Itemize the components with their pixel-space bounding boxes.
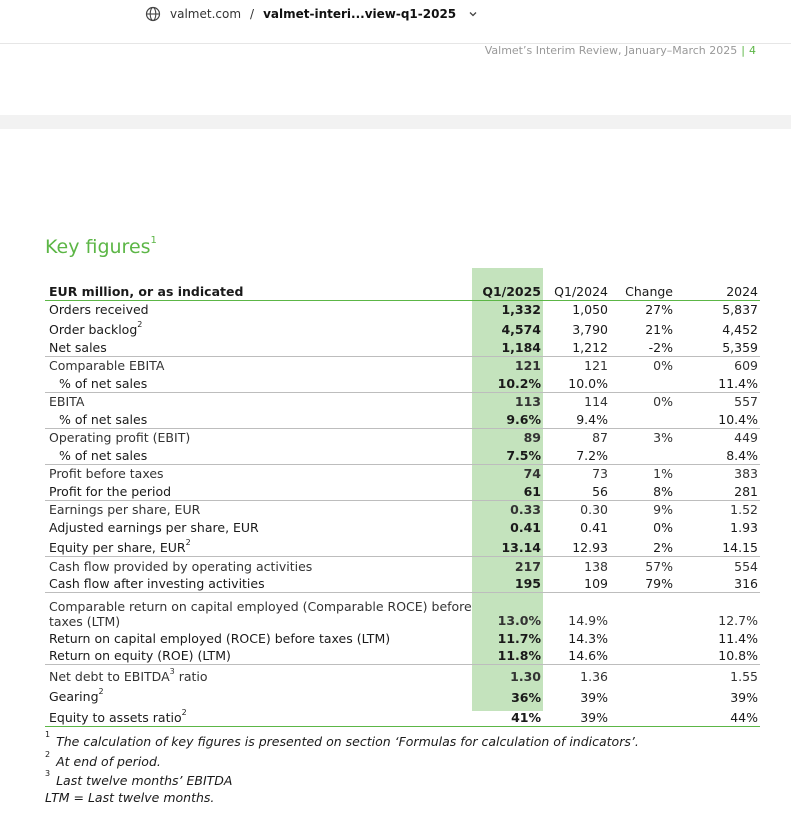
table-row bbox=[45, 518, 760, 536]
cell-q1-2025: 13.0% bbox=[472, 593, 543, 629]
row-label-text: % of net sales bbox=[59, 411, 148, 427]
row-label bbox=[45, 685, 472, 705]
table-row bbox=[45, 665, 760, 686]
cell-change: 2% bbox=[653, 540, 673, 556]
table-row bbox=[45, 446, 760, 464]
cell-change bbox=[612, 647, 686, 665]
row-label bbox=[45, 428, 472, 446]
footnote-mark: 3 bbox=[45, 769, 51, 779]
cell-q1-2024: 1,212 bbox=[572, 339, 608, 355]
cell-change bbox=[612, 685, 686, 705]
footnote-text: LTM = Last twelve months. bbox=[45, 789, 215, 805]
cell-q1-2024: 14.6% bbox=[568, 648, 608, 664]
cell-q1-2024: 1,050 bbox=[572, 302, 608, 317]
cell-2024: 8.4% bbox=[726, 447, 758, 463]
row-label bbox=[45, 518, 472, 536]
cell-q1-2024: 121 bbox=[543, 356, 612, 374]
table-row bbox=[45, 356, 760, 374]
cell-q1-2024: 7.2% bbox=[576, 447, 608, 463]
row-label-text: Cash flow provided by operating activities bbox=[49, 558, 313, 574]
table-row bbox=[45, 557, 760, 575]
cell-change: 9% bbox=[612, 500, 686, 518]
cell-change bbox=[612, 629, 686, 647]
chevron-down-icon[interactable] bbox=[468, 9, 478, 19]
column-header-q1-2024: Q1/2024 bbox=[543, 282, 612, 300]
cell-change: 57% bbox=[612, 557, 686, 575]
cell-2024: 12.7% bbox=[686, 593, 760, 629]
row-label bbox=[45, 706, 472, 727]
cell-2024: 5,837 bbox=[722, 302, 758, 317]
table-row bbox=[45, 482, 760, 500]
cell-q1-2024: 39% bbox=[580, 689, 608, 705]
cell-q1-2025: 121 bbox=[472, 356, 543, 374]
table-row bbox=[45, 338, 760, 356]
table-row bbox=[45, 428, 760, 446]
cell-2024: 383 bbox=[686, 464, 760, 482]
table-row bbox=[45, 464, 760, 482]
cell-2024: 5,359 bbox=[722, 339, 758, 355]
footnote-line bbox=[45, 770, 639, 790]
row-label bbox=[45, 536, 472, 557]
cell-2024: 316 bbox=[734, 576, 758, 592]
cell-q1-2024: 9.4% bbox=[576, 411, 608, 427]
browser-topbar bbox=[0, 0, 791, 44]
cell-q1-2025: 1,332 bbox=[501, 302, 541, 317]
table-row bbox=[45, 318, 760, 338]
cell-q1-2025: 11.7% bbox=[497, 630, 541, 646]
row-label-text: % of net sales bbox=[59, 375, 148, 391]
row-label-text: Gearing bbox=[49, 689, 99, 705]
cell-q1-2025: 13.14 bbox=[501, 540, 541, 556]
column-header-2024: 2024 bbox=[686, 282, 760, 300]
cell-2024: 609 bbox=[686, 356, 760, 374]
cell-2024: 11.4% bbox=[718, 375, 758, 391]
footnote-line bbox=[45, 731, 639, 751]
cell-change: 79% bbox=[645, 576, 673, 592]
row-label-text: Cash flow after investing activities bbox=[49, 576, 265, 592]
row-label bbox=[45, 500, 472, 518]
footnote-line bbox=[45, 790, 639, 807]
cell-change bbox=[612, 410, 686, 428]
row-label bbox=[45, 629, 472, 647]
table-row bbox=[45, 629, 760, 647]
row-label-text: Earnings per share, EUR bbox=[49, 502, 201, 518]
table-row bbox=[45, 536, 760, 557]
row-label-text: Orders received bbox=[49, 302, 149, 317]
table-row bbox=[45, 685, 760, 705]
row-label bbox=[45, 464, 472, 482]
cell-q1-2025: 9.6% bbox=[506, 411, 541, 427]
cell-q1-2025: 195 bbox=[514, 576, 541, 592]
cell-q1-2025: 10.2% bbox=[497, 375, 541, 391]
cell-2024: 39% bbox=[730, 689, 758, 705]
breadcrumb-document-name[interactable]: valmet-interi...view-q1-2025 bbox=[263, 7, 457, 21]
row-label bbox=[45, 575, 472, 593]
footnote-mark: 1 bbox=[45, 730, 51, 739]
cell-q1-2025: 4,574 bbox=[501, 322, 541, 338]
cell-change: -2% bbox=[648, 339, 673, 355]
cell-q1-2025: 74 bbox=[472, 464, 543, 482]
cell-q1-2025: 89 bbox=[472, 428, 543, 446]
row-label bbox=[45, 557, 472, 575]
row-label bbox=[45, 410, 472, 428]
cell-change bbox=[612, 706, 686, 727]
column-header-change: Change bbox=[612, 282, 686, 300]
section-title-text: Key figures bbox=[45, 236, 151, 258]
cell-change: 0% bbox=[653, 520, 673, 536]
cell-2024: 14.15 bbox=[722, 540, 758, 556]
footnote-text: Last twelve months’ EBITDA bbox=[56, 773, 233, 789]
cell-q1-2025: 11.8% bbox=[497, 648, 541, 664]
cell-q1-2025: 41% bbox=[472, 706, 543, 727]
cell-q1-2024: 12.93 bbox=[572, 540, 608, 556]
cell-q1-2025: 36% bbox=[511, 689, 541, 705]
breadcrumb bbox=[145, 5, 478, 23]
cell-q1-2024: 56 bbox=[592, 483, 608, 499]
cell-q1-2025: 217 bbox=[472, 557, 543, 575]
cell-2024: 554 bbox=[686, 557, 760, 575]
table-row bbox=[45, 300, 760, 318]
cell-change: 21% bbox=[645, 322, 673, 338]
page-header-note bbox=[485, 44, 756, 57]
globe-icon bbox=[145, 6, 161, 22]
cell-2024: 4,452 bbox=[722, 322, 758, 338]
page-header-separator: | bbox=[741, 44, 745, 57]
cell-q1-2024: 0.41 bbox=[580, 520, 608, 536]
cell-q1-2024: 73 bbox=[543, 464, 612, 482]
column-header-q1-2025: Q1/2025 bbox=[472, 282, 543, 300]
table-row bbox=[45, 593, 760, 629]
row-label-text: Return on capital employed (ROCE) before taxes (LTM) bbox=[49, 630, 391, 646]
row-label-text: Profit before taxes bbox=[49, 466, 164, 482]
cell-q1-2025: 61 bbox=[523, 483, 541, 499]
footnote-text: At end of period. bbox=[56, 753, 161, 769]
cell-change bbox=[612, 665, 686, 686]
row-label bbox=[45, 446, 472, 464]
cell-q1-2025: 0.41 bbox=[510, 520, 541, 536]
footnote-ref: 2 bbox=[98, 687, 104, 697]
section-title bbox=[45, 236, 157, 258]
row-label bbox=[45, 482, 472, 500]
cell-q1-2024: 0.30 bbox=[543, 500, 612, 518]
cell-change bbox=[612, 593, 686, 629]
cell-2024: 11.4% bbox=[718, 630, 758, 646]
cell-2024: 449 bbox=[686, 428, 760, 446]
cell-q1-2025: 0.33 bbox=[472, 500, 543, 518]
breadcrumb-separator: / bbox=[250, 7, 255, 21]
table-header-row bbox=[45, 282, 760, 300]
cell-q1-2024: 138 bbox=[543, 557, 612, 575]
footnote-mark: 2 bbox=[45, 749, 51, 759]
row-label-text: Net sales bbox=[49, 339, 107, 355]
cell-2024: 281 bbox=[734, 483, 758, 499]
page-number: 4 bbox=[749, 44, 756, 57]
row-label-text: Comparable EBITA bbox=[49, 358, 165, 374]
row-label bbox=[45, 356, 472, 374]
table-row bbox=[45, 647, 760, 665]
row-label bbox=[45, 300, 472, 318]
cell-2024: 557 bbox=[686, 392, 760, 410]
cell-q1-2024: 14.9% bbox=[543, 593, 612, 629]
cell-change: 0% bbox=[612, 356, 686, 374]
cell-2024: 10.4% bbox=[718, 411, 758, 427]
cell-q1-2024: 1.36 bbox=[543, 665, 612, 686]
row-label-text: % of net sales bbox=[59, 447, 148, 463]
row-label bbox=[45, 318, 472, 338]
footnote-ref: 3 bbox=[169, 667, 175, 677]
row-label-text: Equity to assets ratio bbox=[49, 709, 182, 725]
row-label-text: Operating profit (EBIT) bbox=[49, 430, 191, 446]
cell-q1-2024: 14.3% bbox=[568, 630, 608, 646]
cell-change: 8% bbox=[653, 483, 673, 499]
cell-q1-2025: 1,184 bbox=[501, 339, 541, 355]
row-label-text: Adjusted earnings per share, EUR bbox=[49, 520, 259, 536]
table-row bbox=[45, 500, 760, 518]
row-label bbox=[45, 374, 472, 392]
cell-change: 27% bbox=[645, 302, 673, 317]
cell-2024: 1.93 bbox=[730, 520, 758, 536]
row-label-text: Comparable return on capital employed (Comparable ROCE) before taxes (LTM) bbox=[49, 598, 472, 629]
cell-change bbox=[612, 446, 686, 464]
table-row bbox=[45, 575, 760, 593]
row-label-text: Profit for the period bbox=[49, 483, 172, 499]
cell-q1-2024: 109 bbox=[584, 576, 608, 592]
cell-q1-2024: 3,790 bbox=[572, 322, 608, 338]
footnote-line bbox=[45, 751, 639, 771]
cell-q1-2025: 7.5% bbox=[506, 447, 541, 463]
key-figures-table bbox=[45, 282, 760, 727]
row-label-text: Net debt to EBITDA bbox=[49, 669, 170, 685]
cell-change: 1% bbox=[612, 464, 686, 482]
cell-change bbox=[612, 374, 686, 392]
cell-2024: 1.52 bbox=[686, 500, 760, 518]
cell-q1-2024: 10.0% bbox=[568, 375, 608, 391]
cell-q1-2024: 114 bbox=[543, 392, 612, 410]
row-label bbox=[45, 593, 472, 629]
table-row bbox=[45, 392, 760, 410]
breadcrumb-domain-link[interactable]: valmet.com bbox=[170, 7, 242, 21]
footnotes bbox=[45, 731, 639, 806]
cell-2024: 1.55 bbox=[686, 665, 760, 686]
column-header-label: EUR million, or as indicated bbox=[45, 282, 472, 300]
footnote-ref: 2 bbox=[137, 320, 143, 329]
row-label-text: Equity per share, EUR bbox=[49, 540, 186, 556]
footnote-text: The calculation of key figures is presented on section ‘Formulas for calculation of indicators’. bbox=[56, 734, 639, 750]
section-title-footnote: 1 bbox=[150, 234, 157, 246]
table-row bbox=[45, 410, 760, 428]
cell-q1-2025: 113 bbox=[472, 392, 543, 410]
cell-2024: 10.8% bbox=[718, 648, 758, 664]
row-label bbox=[45, 338, 472, 356]
row-label-text: Order backlog bbox=[49, 322, 138, 338]
footnote-ref: 2 bbox=[181, 707, 187, 717]
row-label bbox=[45, 392, 472, 410]
cell-change: 3% bbox=[612, 428, 686, 446]
page-break bbox=[0, 115, 791, 129]
row-label bbox=[45, 647, 472, 665]
row-label-text: Return on equity (ROE) (LTM) bbox=[49, 648, 231, 664]
cell-q1-2025: 1.30 bbox=[472, 665, 543, 686]
row-label-suffix: ratio bbox=[174, 669, 208, 685]
cell-2024: 44% bbox=[686, 706, 760, 727]
page-header-text: Valmet’s Interim Review, January–March 2025 bbox=[484, 44, 738, 57]
row-label bbox=[45, 665, 472, 686]
cell-q1-2024: 87 bbox=[543, 428, 612, 446]
footnote-ref: 2 bbox=[185, 538, 191, 548]
table-row bbox=[45, 374, 760, 392]
row-label-text: EBITA bbox=[49, 394, 85, 410]
cell-q1-2024: 39% bbox=[543, 706, 612, 727]
cell-change: 0% bbox=[612, 392, 686, 410]
table-row bbox=[45, 706, 760, 727]
